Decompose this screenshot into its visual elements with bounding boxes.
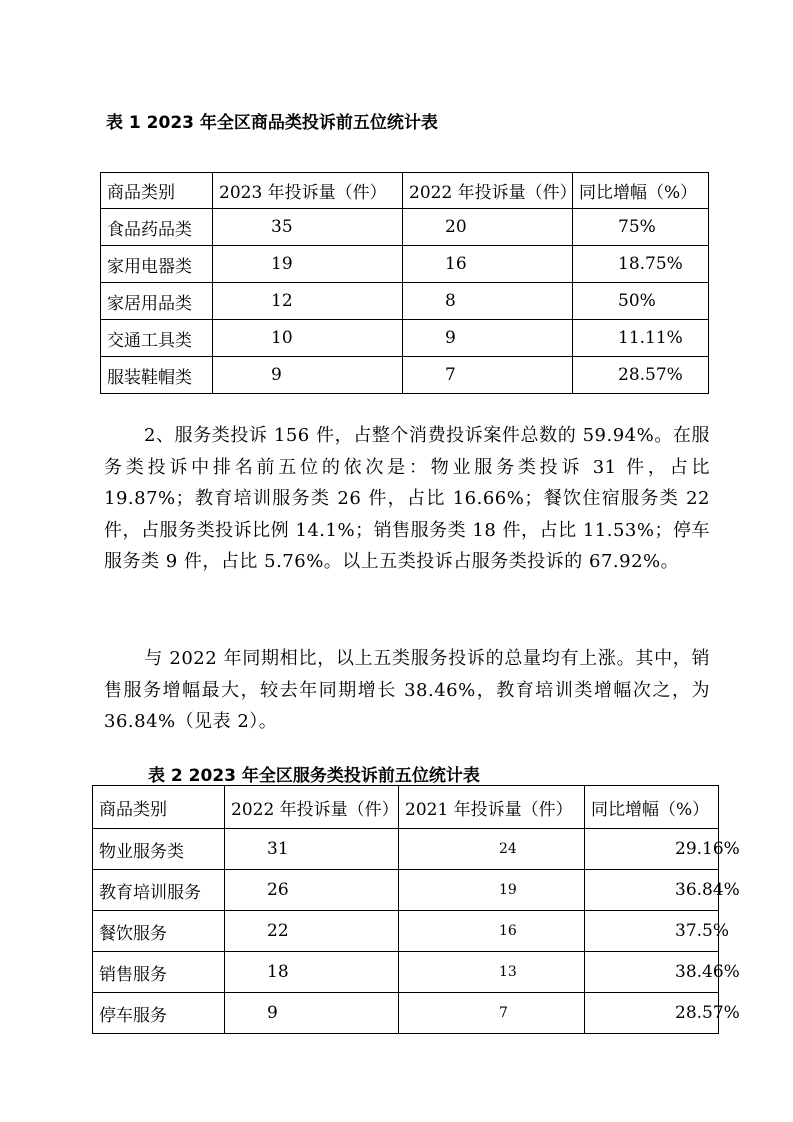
count-cell: 24 [399,829,585,870]
table1-caption: 表 1 2023 年全区商品类投诉前五位统计表 [106,113,438,133]
growth-cell: 29.16% [585,829,719,870]
count-cell: 7 [399,993,585,1034]
service-complaints-table [92,785,740,1034]
growth-cell: 28.57% [585,993,719,1034]
header-cell: 同比增幅（%） [585,786,719,829]
count-cell: 12 [213,283,403,320]
count-cell: 10 [213,320,403,357]
table2-caption: 表 2 2023 年全区服务类投诉前五位统计表 [148,766,480,786]
growth-cell: 37.5% [585,911,719,952]
table-row [93,829,719,870]
category-cell: 家居用品类 [101,283,213,320]
count-cell: 9 [225,993,399,1034]
paragraph-text: 2、服务类投诉 156 件，占整个消费投诉案件总数的 59.94%。在服务类投诉中排名前五位的依次是：物业服务类投诉 31 件，占比 19.87%；教育培训服务类 26 件，占比 16.66%；餐饮住宿服务类 22 件，占服务类投诉比例 14.1%；销售服务类 18 件，占比 11.53%；停车服务类 9 件，占比 5.76%。以上五类投诉占服务类投诉的 67.92%。 [104,425,710,572]
category-cell: 家用电器类 [101,246,213,283]
table-header-row [101,173,709,209]
count-cell: 19 [213,246,403,283]
count-cell: 16 [403,246,573,283]
category-cell: 餐饮服务 [93,911,225,952]
category-cell: 教育培训服务 [93,870,225,911]
count-cell: 26 [225,870,399,911]
header-cell: 2022 年投诉量（件） [403,173,573,209]
table-row [93,993,719,1034]
count-cell: 16 [399,911,585,952]
count-cell: 18 [225,952,399,993]
header-cell: 2022 年投诉量（件） [225,786,399,829]
header-cell: 商品类别 [101,173,213,209]
growth-cell: 11.11% [573,320,709,357]
table-row [93,952,719,993]
header-cell: 同比增幅（%） [573,173,709,209]
count-cell: 13 [399,952,585,993]
count-cell: 8 [403,283,573,320]
count-cell: 31 [225,829,399,870]
table-row [93,870,719,911]
category-cell: 服装鞋帽类 [101,357,213,394]
count-cell: 20 [403,209,573,246]
table-row [101,283,709,320]
table-row [101,320,709,357]
paragraph-text: 与 2022 年同期相比，以上五类服务投诉的总量均有上涨。其中，销售服务增幅最大，较去年同期增长 38.46%，教育培训类增幅次之，为 36.84%（见表 2）。 [104,648,710,732]
category-cell: 食品药品类 [101,209,213,246]
category-cell: 停车服务 [93,993,225,1034]
growth-cell: 18.75% [573,246,709,283]
count-cell: 22 [225,911,399,952]
count-cell: 9 [213,357,403,394]
growth-cell: 50% [573,283,709,320]
growth-cell: 28.57% [573,357,709,394]
growth-cell: 75% [573,209,709,246]
count-cell: 35 [213,209,403,246]
count-cell: 9 [403,320,573,357]
table-header-row [93,786,719,829]
category-cell: 销售服务 [93,952,225,993]
count-cell: 19 [399,870,585,911]
commodity-complaints-table [100,172,709,394]
category-cell: 物业服务类 [93,829,225,870]
table-row [101,209,709,246]
growth-cell: 36.84% [585,870,719,911]
growth-cell: 38.46% [585,952,719,993]
paragraph-year-comparison [104,643,710,738]
header-cell: 商品类别 [93,786,225,829]
table-row [93,911,719,952]
table-row [101,357,709,394]
count-cell: 7 [403,357,573,394]
header-cell: 2023 年投诉量（件） [213,173,403,209]
table-row [101,246,709,283]
paragraph-service-complaints [104,420,710,578]
header-cell: 2021 年投诉量（件） [399,786,585,829]
category-cell: 交通工具类 [101,320,213,357]
